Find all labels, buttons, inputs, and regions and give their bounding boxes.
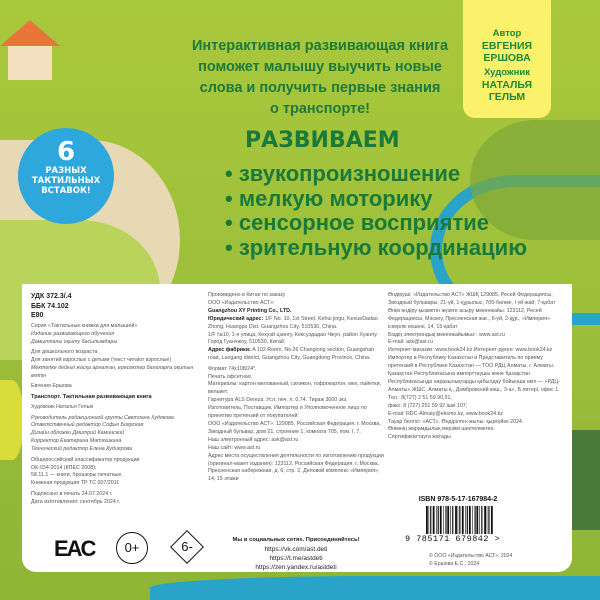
copyright-line: © Ершова Е.С., 2024 <box>429 561 480 567</box>
intro-text <box>150 36 490 120</box>
barcode-bar <box>445 506 446 534</box>
legal-address-ru: 1/F №10, 1-я улица, Кехуэй цзингу, Кексуэдадао Чжун, район Хуанпу. Город Гуанчжоу, 510530, Китай. <box>208 331 378 346</box>
classifier-line: Книжная продукция ТР ТС 007/2011 <box>31 480 120 487</box>
age-recommend-text: 6- <box>181 539 193 554</box>
river-bottom <box>150 576 600 600</box>
barcode-bar <box>469 506 471 534</box>
barcode-bar <box>430 506 431 534</box>
barcode-bar <box>491 506 493 534</box>
classification-codes <box>31 292 201 321</box>
print-type: Печать офсетная. <box>208 373 253 380</box>
text-line: Сертификаттауға жатады <box>388 434 451 441</box>
format: Формат 74x108/24*. <box>208 365 257 372</box>
series-info <box>31 323 201 347</box>
staff-line: Дизайн обложки Дмитрий Каминский <box>31 430 125 437</box>
artist-line: Художник Наталья Гельм <box>31 404 94 411</box>
age-line: Для дошкольного возраста <box>31 349 98 356</box>
artist-name: НАТАЛЬЯ <box>481 79 533 91</box>
develop-heading: РАЗВИВАЕМ <box>245 128 400 153</box>
barcode-bar <box>438 506 439 534</box>
copyright <box>429 552 512 568</box>
tree-illustration <box>0 380 24 460</box>
author-label: Автор <box>492 28 522 39</box>
barcode-bar <box>433 506 435 534</box>
intro-line: о транспорте! <box>269 101 370 117</box>
intro-line: Интерактивная развивающая книга <box>191 38 449 54</box>
classifier-line: ОК-034-2014 (КПЕС 2008); <box>31 464 97 471</box>
barcode-bar <box>455 506 457 534</box>
staff-line: Руководитель редакционной группы Светлана Худякова <box>31 414 174 421</box>
classifier-info <box>31 457 201 489</box>
barcode-bar <box>459 506 460 534</box>
barcode-bar <box>462 506 464 534</box>
author-name: ЕРШОВА <box>483 52 531 64</box>
text-line: Импортер в Республику Казахстан и Представитель по приему претензий в Республике Казахстан — ТОО РДЦ Алматы, г. Алматы. <box>388 355 555 370</box>
barcode-bar <box>487 506 488 534</box>
badge-line: РАЗНЫХ <box>45 166 87 176</box>
production-address: Адрес места осуществления деятельности по изготовлению продукции (оригинал-макет издания): 123112, Российская Федерация, г. Москва, Пресненская набережная, д. 6, стр. 2, Деловой комплекс «Империя», 14, 15 этажи <box>208 452 384 483</box>
text-line: Өнімнің жарамдылық мерзімі шектелмеген. <box>388 426 495 433</box>
artist-name: ГЕЛЬМ <box>488 91 526 103</box>
barcode-bar <box>467 506 468 534</box>
text-line: E-mail: ask@ast.ru <box>388 339 433 346</box>
develop-item: • сенсорное восприятие <box>225 211 585 236</box>
artist-label: Художник <box>483 67 531 78</box>
kz-info <box>388 292 566 442</box>
classifier-line: Общероссийский классификатор продукции <box>31 456 140 463</box>
badge-number: 6 <box>56 137 76 167</box>
production-date: Дата изготовления: сентябрь 2024 г. <box>31 498 121 505</box>
develop-item: • звукопроизношение <box>225 162 585 187</box>
text-line: Өнім өндіру қызметін жүзеге асыру мекенжайы: 123112, Ресей Федерациясы, Мәскеу, Пресненская жағ., 6-үй, 2-құр., «Империя» іскерлік кешені, 14, 15-қабат <box>388 307 550 330</box>
legal-address-label: Юридический адрес: <box>208 315 264 322</box>
age-line: Для занятий взрослых с детьми (текст читают взрослые) <box>31 357 172 364</box>
barcode-bar <box>472 506 473 534</box>
series: Серия «Тактильные книжки для малышей» <box>31 323 138 329</box>
classifier-line: 58.11.1 — книги, брошюры печатные. <box>31 472 123 479</box>
age-rating-mark: 0+ <box>116 532 148 564</box>
staff-line: Технический редактор Елена Кудиярова <box>31 446 133 453</box>
text-line: E-mail: RDC-Almaty@eksmo.kz, www.book24.kz <box>388 410 503 417</box>
text-line: ООО «Издательство АСТ»: <box>208 299 275 306</box>
text-line: Біздің электрондық мекенжайымыз : www.ast.ru <box>388 331 505 338</box>
intro-line: слова и получить первые знания <box>199 80 441 96</box>
certification-marks <box>36 530 216 564</box>
isbn: ISBN 978-5-17-167984-2 <box>418 496 498 503</box>
printer-name: Guangzhou XY Printing Co., LTD. <box>208 307 292 314</box>
factory-address: A 102 Room, No.26 Changlong section, Guangshan road, Luogang district, Guangzhou City, Guangdong Province, China. <box>208 347 375 362</box>
age-info <box>31 349 201 381</box>
signed-date: Подписано в печать 24.07.2024 г. <box>31 490 113 497</box>
author-line: Евгения Ершова <box>31 383 72 390</box>
tactile-inserts-badge <box>18 128 114 224</box>
develop-item: • зрительную координацию <box>225 236 585 261</box>
intro-line: поможет малышу выучить новые <box>198 59 442 75</box>
develop-item: • мелкую моторику <box>225 187 585 212</box>
bbk: ББК 74.102 <box>31 302 69 310</box>
publisher-address: ООО «Издательство АСТ». 129085, Российская Федерация, г. Москва, Звездный бульвар, дом 21, строение 1, комната 705, пом. I, 7. <box>208 421 381 435</box>
text-line: факс: 8 (727) 251 59 92 ішкі 107; <box>388 402 468 409</box>
social-link-zen[interactable]: https://zen.yandex.ru/astdeti <box>255 564 337 571</box>
print-specs <box>208 366 384 485</box>
typeface-run: Гарнитура ALS Dereza. Усл. печ. л. 0,74. Тираж 3000 экз. <box>208 397 348 404</box>
barcode-bar <box>476 506 478 534</box>
develop-list <box>225 162 585 260</box>
author-name: ЕВГЕНИЯ <box>481 40 533 52</box>
barcode-bar <box>450 506 451 534</box>
legal-address: 1/F No. 10, 1st Street, Kehui jingu, KexueDadao Zhong, Huangpu Dist. Guangzhou City, 510530, China. <box>208 315 378 330</box>
badge-line: ТАКТИЛЬНЫХ <box>31 176 101 186</box>
text-line: Тел.: 8(727) 2 51 59 90,91, <box>388 394 452 401</box>
staff-list <box>31 415 201 455</box>
text-line: Қазақстан Республикасына импорттаушы және Қазақстан Республикасында наразылықтарды қабылдау бойынша өкіл — «РДЦ-Алматы» ЖШС, Алматы қ., Домбровский көш., 3-а», Б литері, офис 1. <box>388 371 561 393</box>
barcode-bar <box>429 506 430 534</box>
edition-type-kz: Дамытпалы оқыту басылымдары <box>31 338 118 345</box>
barcode-bar <box>426 506 428 534</box>
barcode-bar <box>447 506 449 534</box>
importer-label: Изготовитель, Поставщик, Импортер и Уполномоченное лицо по принятию претензий от покупателей: <box>208 405 367 420</box>
copyright-line: © ООО «Издательство АСТ», 2024 <box>429 553 513 559</box>
text-line: Өндіруші: «Издательство АСТ» ЖШҚ 129085, Ресей Федерациясы, Звёздный бульвары, 21-үй, 1-құрылыс, 705-бөлме, I үй-жай, 7-қабат <box>388 292 556 306</box>
book-title: Транспорт. Тактильная развивающая книга <box>31 393 152 400</box>
barcode-bar <box>481 506 482 534</box>
staff-line: Корректор Екатерина Матюшкина <box>31 438 122 445</box>
age-line-kz: Мектепке дейінгі жасқа арналған, ересектер балаларға оқитын мәтін <box>31 365 194 379</box>
social-links <box>208 536 384 572</box>
factory-address-label: Адрес фабрики: <box>208 347 251 354</box>
udk: УДК 372.3/.4 <box>31 293 72 300</box>
social-heading: Мы в социальных сетях. Присоединяйтесь! <box>232 537 360 543</box>
barcode-bar <box>475 506 476 534</box>
imprint-column-2 <box>208 292 384 487</box>
authors-box <box>463 0 551 118</box>
text-line: Интернет-магазин: www.book24.kz Интернет-дүкен: www.book24.kz <box>388 347 553 354</box>
eac-mark: EAC <box>54 536 95 561</box>
barcode-bar <box>443 506 444 534</box>
edition-type: Издание развивающего обучения <box>31 330 115 337</box>
imprint-column-1 <box>31 292 201 509</box>
staff-line: Ответственный редактор Софья Боярская <box>31 422 144 429</box>
barcode-bar <box>440 506 442 534</box>
barcode <box>426 506 496 534</box>
email: Наш электронный адрес: ask@ast.ru <box>208 436 299 443</box>
barcode-bar <box>479 506 480 534</box>
social-link-vk[interactable]: https://vk.com/ast.deti <box>264 546 328 553</box>
text-line: Произведено в Китае по заказу <box>208 292 286 298</box>
age-recommendation-mark <box>172 532 202 562</box>
social-link-telegram[interactable]: https://t.me/astdeti <box>269 555 323 562</box>
dates-info <box>31 491 201 507</box>
barcode-bar <box>452 506 453 534</box>
barcode-bar <box>484 506 486 534</box>
barcode-bar <box>458 506 459 534</box>
author-sign: Е80 <box>31 312 44 319</box>
barcode-bar <box>465 506 466 534</box>
barcode-number: 9 785171 679842 > <box>405 534 501 544</box>
manufacturer-info <box>208 292 384 363</box>
barcode-bar <box>436 506 437 534</box>
house-illustration <box>0 20 60 80</box>
website: Наш сайт: www.ast.ru <box>208 444 261 451</box>
materials: Материалы: картон мелованный, силикон, гофрокартон, мех, пайетки, вельвет. <box>208 381 382 396</box>
text-line: Тауар белгісі: «АСТ». Өндірілген жылы: қыркүйек 2024. <box>388 418 524 425</box>
imprint-column-3 <box>388 292 566 445</box>
barcode-bar <box>488 506 489 534</box>
badge-line: ВСТАВОК! <box>41 186 91 196</box>
